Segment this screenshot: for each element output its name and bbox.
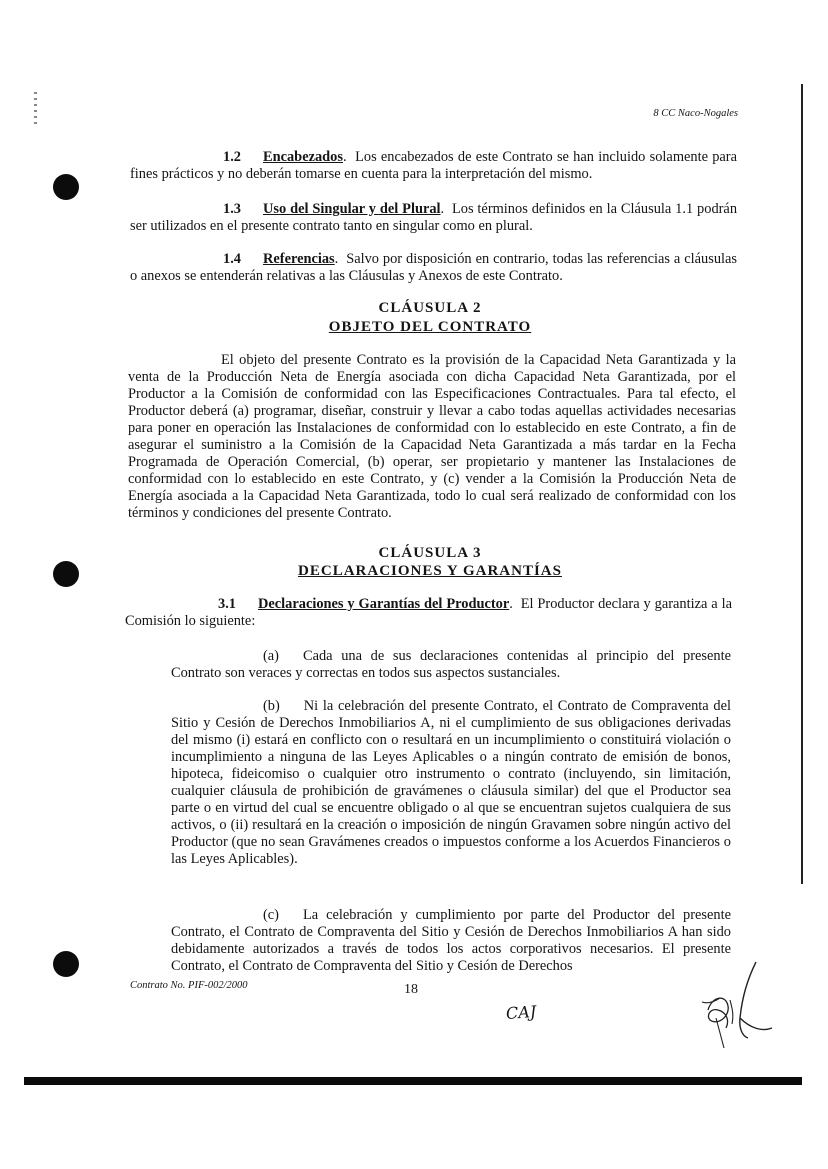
item-b	[171, 698, 731, 868]
clause-3-title: CLÁUSULA 3	[378, 545, 482, 561]
section-1-3: 1.3 Uso del Singular y del Plural. Los términos definidos en la Cláusula 1.1 podrán ser utilizados en el presente contrato tanto en singular como en plural.	[130, 201, 738, 234]
punch-hole-bottom	[53, 951, 79, 977]
clause-2-title: CLÁUSULA 2	[378, 300, 482, 316]
section-3-1: 3.1 Declaraciones y Garantías del Productor. El Productor declara y garantiza a la Comisión lo siguiente:	[125, 596, 732, 629]
handwritten-initials: CAJ	[505, 1001, 537, 1024]
clause-2-body: El objeto del presente Contrato es la provisión de la Capacidad Neta Garantizada y la venta de la Producción Neta de Energía asociada con dicha Capacidad Neta Garantizada, por el Productor a la Comisión de conformidad con las Especificaciones Contractuales. Para tal efecto, el Productor deberá (a) programar, diseñar, construir y llevar a cabo todas aquellas actividades necesarias para poner en operación las Instalaciones de conformidad con lo establecido en este Contrato, a fin de asegurar el suministro a la Comisión de la Capacidad Neta Garantizada a más tardar en la Fecha Programada de Operación Comercial, (b) operar, ser propietario y mantener las Instalaciones de conformidad con lo establecido en este Contrato, y (c) vender a la Comisión la Producción Neta de Energía asociada a la Capacidad Neta Garantizada, todo lo cual será realizado de conformidad con los términos y condiciones del presente Contrato.	[128, 352, 736, 521]
scan-edge-line	[801, 84, 803, 884]
section-title: Encabezados	[263, 149, 343, 165]
section-title: Referencias	[263, 251, 335, 267]
section-title: Declaraciones y Garantías del Productor	[258, 596, 510, 612]
item-text: Ni la celebración del presente Contrato, el Contrato de Compraventa del Sitio y Cesión de Derechos Inmobiliarios A, ni el cumplimiento de sus obligaciones derivadas del mismo (i) estará en conflicto con o resultará en un incumplimiento o constituirá violación o incumplimiento a ninguna de las Leyes Aplicables o a ningún contrato de emisión de bonos, hipoteca, fideicomiso o cualquier otro instrumento o contrato (incluyendo, sin limitación, cualquier cláusula de prohibición de gravámenes o cláusula similar) del que el Productor sea parte o en virtud del cual se encuentre obligado o al que se encuentran sujetos cualquiera de sus activos, o (ii) resultará en la creación o imposición de ningún Gravamen sobre ningún activo del Productor (que no sean Gravámenes creados o impuestos conforme a los Acuerdos Financieros o las Leyes Aplicables).	[171, 698, 731, 867]
item-label: (b)	[263, 698, 280, 714]
section-text: El Productor declara y garantiza a la Comisión lo siguiente:	[125, 596, 732, 629]
clause-3-subtitle: DECLARACIONES Y GARANTÍAS	[298, 563, 562, 579]
signature-mark	[696, 958, 786, 1053]
section-number: 1.3	[223, 201, 241, 217]
item-label: (c)	[263, 907, 279, 923]
section-1-4: 1.4 Referencias. Salvo por disposición en contrario, todas las referencias a cláusulas o anexos se entenderán relativas a las Cláusulas y Anexos de este Contrato.	[130, 251, 737, 284]
item-a	[171, 648, 731, 682]
contract-number: Contrato No. PIF-002/2000	[130, 980, 248, 991]
section-number: 1.4	[223, 251, 241, 267]
scan-marks	[34, 92, 37, 128]
section-title: Uso del Singular y del Plural	[263, 201, 441, 217]
section-text: Los encabezados de este Contrato se han incluido solamente para fines prácticos y no deberán tomarse en cuenta para la interpretación del mismo.	[130, 149, 737, 182]
section-number: 3.1	[218, 596, 236, 612]
item-text: La celebración y cumplimiento por parte del Productor del presente Contrato, el Contrato de Compraventa del Sitio y Cesión de Derechos Inmobiliarios A han sido debidamente autorizados a través de todos los actos corporativos necesarios. El presente Contrato, el Contrato de Compraventa del Sitio y Cesión de Derechos	[171, 907, 731, 974]
page-number: 18	[404, 982, 418, 997]
punch-hole-top	[53, 174, 79, 200]
scan-bottom-bar	[24, 1077, 802, 1085]
item-text: Cada una de sus declaraciones contenidas al principio del presente Contrato son veraces y correctas en todos sus aspectos sustanciales.	[171, 648, 731, 681]
item-label: (a)	[263, 648, 279, 664]
item-c	[171, 907, 731, 975]
section-text: Los términos definidos en la Cláusula 1.1 podrán ser utilizados en el presente contrato tanto en singular como en plural.	[130, 201, 738, 234]
section-text: Salvo por disposición en contrario, todas las referencias a cláusulas o anexos se entenderán relativas a las Cláusulas y Anexos de este Contrato.	[130, 251, 737, 284]
section-number: 1.2	[223, 149, 241, 165]
document-header-tag: 8 CC Naco-Nogales	[653, 108, 738, 119]
punch-hole-middle	[53, 561, 79, 587]
clause-2-subtitle: OBJETO DEL CONTRATO	[328, 319, 532, 335]
section-1-2: 1.2 Encabezados. Los encabezados de este Contrato se han incluido solamente para fines prácticos y no deberán tomarse en cuenta para la interpretación del mismo.	[130, 149, 737, 182]
